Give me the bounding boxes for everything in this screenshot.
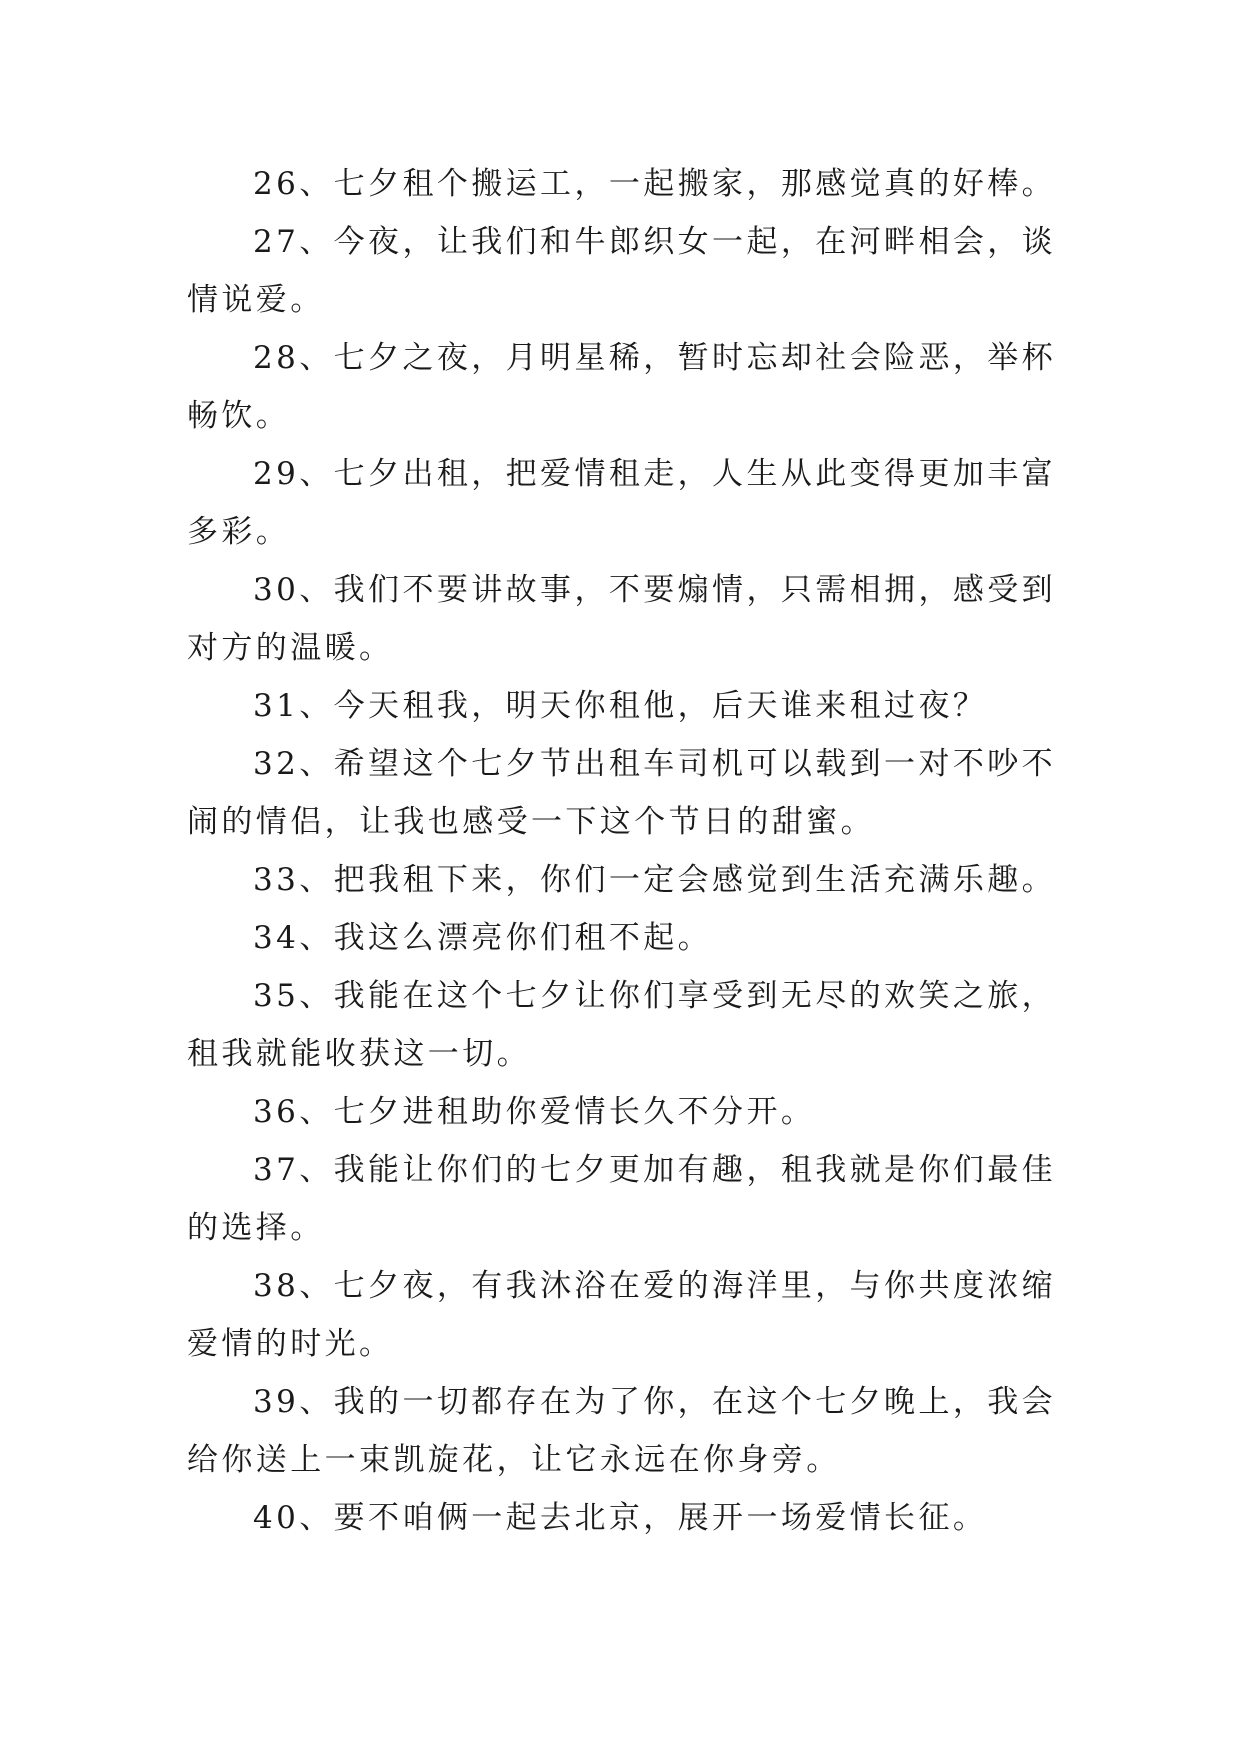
paragraph-35: 35、我能在这个七夕让你们享受到无尽的欢笑之旅，租我就能收获这一切。 [187, 978, 1057, 1072]
paragraph-32: 32、希望这个七夕节出租车司机可以载到一对不吵不闹的情侣，让我也感受一下这个节日的甜蜜。 [187, 746, 1057, 840]
paragraph-37: 37、我能让你们的七夕更加有趣，租我就是你们最佳的选择。 [187, 1152, 1057, 1246]
paragraph-36: 36、七夕进租助你爱情长久不分开。 [253, 1094, 816, 1130]
document-body [187, 155, 1057, 1547]
paragraph-28: 28、七夕之夜，月明星稀，暂时忘却社会险恶，举杯畅饮。 [187, 340, 1057, 434]
paragraph-38: 38、七夕夜，有我沐浴在爱的海洋里，与你共度浓缩爱情的时光。 [187, 1268, 1057, 1362]
paragraph-33: 33、把我租下来，你们一定会感觉到生活充满乐趣。 [253, 862, 1057, 898]
paragraph-34: 34、我这么漂亮你们租不起。 [253, 920, 713, 956]
paragraph-26: 26、七夕租个搬运工，一起搬家，那感觉真的好棒。 [253, 166, 1057, 202]
paragraph-30: 30、我们不要讲故事，不要煽情，只需相拥，感受到对方的温暖。 [187, 572, 1057, 666]
paragraph-40: 40、要不咱俩一起去北京，展开一场爱情长征。 [253, 1500, 988, 1536]
paragraph-29: 29、七夕出租，把爱情租走，人生从此变得更加丰富多彩。 [187, 456, 1057, 550]
paragraph-31: 31、今天租我，明天你租他，后天谁来租过夜？ [253, 688, 988, 724]
paragraph-39: 39、我的一切都存在为了你，在这个七夕晚上，我会给你送上一束凯旋花，让它永远在你身旁。 [187, 1384, 1057, 1478]
paragraph-27: 27、今夜，让我们和牛郎织女一起，在河畔相会，谈情说爱。 [187, 224, 1057, 318]
